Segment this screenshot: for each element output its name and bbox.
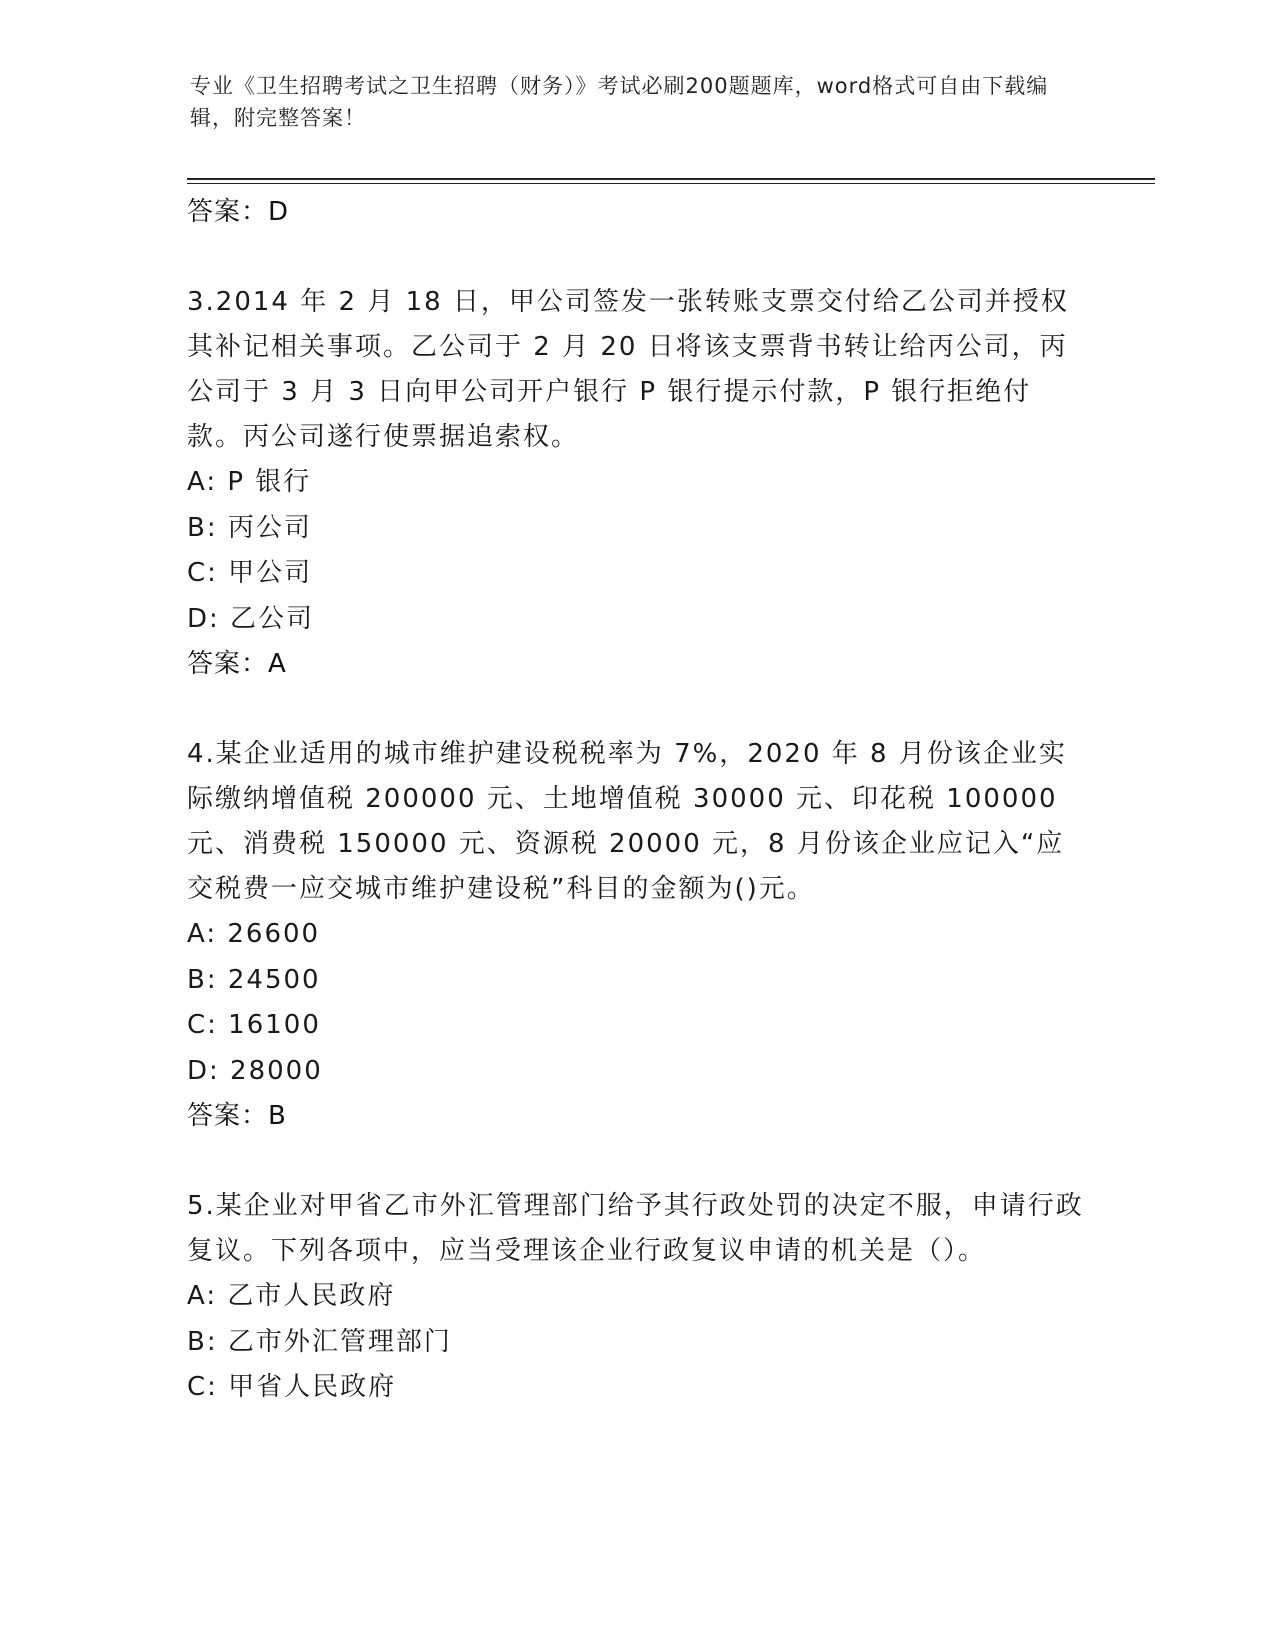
option-a: A: 乙市人民政府 <box>187 1281 396 1311</box>
page-header: 专业《卫生招聘考试之卫生招聘（财务）》考试必刷200题题库，word格式可自由下载编辑，附完整答案！ <box>190 74 1049 130</box>
option-b: B: 丙公司 <box>187 512 312 543</box>
option-c: C: 16100 <box>187 1010 321 1040</box>
option-c: C: 甲公司 <box>187 558 313 588</box>
header-divider-thick <box>187 178 1155 180</box>
question-answer: 答案：A <box>187 649 287 679</box>
question-answer: 答案：B <box>187 1101 287 1131</box>
question-stem: 5.某企业对甲省乙市外汇管理部门给予其行政处罚的决定不服，申请行政复议。下列各项中，应当受理该企业行政复议申请的机关是（）。 <box>187 1191 1084 1266</box>
document-body <box>187 190 1087 1411</box>
previous-answer: 答案：D <box>187 197 290 227</box>
question-stem: 4.某企业适用的城市维护建设税税率为 7%，2020 年 8 月份该企业实际缴纳增值税 200000 元、土地增值税 30000 元、印花税 100000 元、消费税 150000 元、资源税 20000 元，8 月份该企业应记入“应交税费一应交城市维护建设税”科目的金额为()元。 <box>187 739 1067 904</box>
header-divider-thin <box>187 183 1155 184</box>
option-a: A: 26600 <box>187 919 321 949</box>
question-5 <box>187 1184 1087 1411</box>
option-a: A: P 银行 <box>187 467 312 497</box>
option-d: D: 乙公司 <box>187 603 315 634</box>
question-3 <box>187 280 1087 686</box>
question-4 <box>187 732 1087 1138</box>
option-b: B: 乙市外汇管理部门 <box>187 1326 452 1357</box>
option-c: C: 甲省人民政府 <box>187 1372 397 1402</box>
option-d: D: 28000 <box>187 1055 323 1086</box>
option-b: B: 24500 <box>187 964 321 995</box>
question-stem: 3.2014 年 2 月 18 日，甲公司签发一张转账支票交付给乙公司并授权其补记相关事项。乙公司于 2 月 20 日将该支票背书转让给丙公司，丙公司于 3 月 3 日向甲公司开户银行 P 银行提示付款，P 银行拒绝付款。丙公司遂行使票据追索权。 <box>187 287 1069 452</box>
